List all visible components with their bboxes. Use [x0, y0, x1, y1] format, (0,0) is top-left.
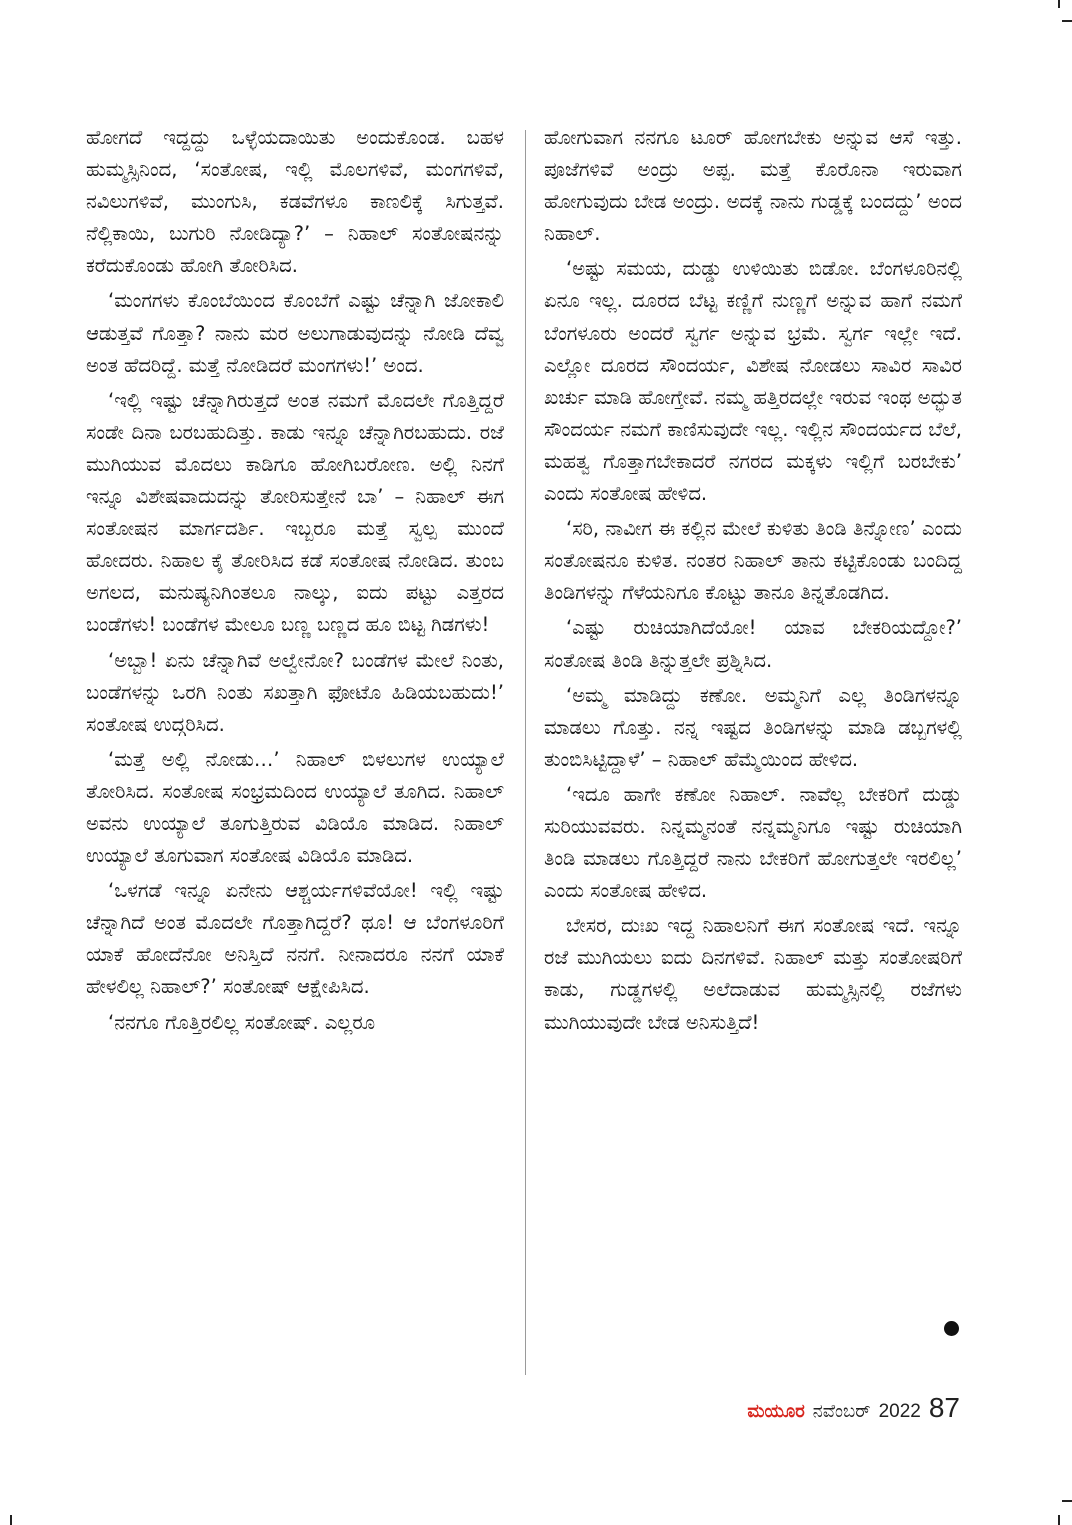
paragraph: ‘ಇಲ್ಲಿ ಇಷ್ಟು ಚೆನ್ನಾಗಿರುತ್ತದೆ ಅಂತ ನಮಗೆ ಮೊದಲೇ ಗೊತ್ತಿದ್ದರೆ ಸಂಡೇ ದಿನಾ ಬರಬಹುದಿತ್ತು. ಕಾಡು ಇನ್ನೂ ಚೆನ್ನಾಗಿರಬಹುದು. ರಜೆ ಮುಗಿಯುವ ಮೊದಲು ಕಾಡಿಗೂ ಹೋಗಿಬರೋಣ. ಅಲ್ಲಿ ನಿನಗೆ ಇನ್ನೂ ವಿಶೇಷವಾದುದನ್ನು ತೋರಿಸುತ್ತೇನೆ ಬಾ’ – ನಿಹಾಲ್ ಈಗ ಸಂತೋಷನ ಮಾರ್ಗದರ್ಶಿ. ಇಬ್ಬರೂ ಮತ್ತೆ ಸ್ವಲ್ಪ ಮುಂದೆ ಹೋದರು. ನಿಹಾಲ ಕೈ ತೋರಿಸಿದ ಕಡೆ ಸಂತೋಷ ನೋಡಿದ. ತುಂಬ ಅಗಲದ, ಮನುಷ್ಯನಿಗಿಂತಲೂ ನಾಲ್ಕು, ಐದು ಪಟ್ಟು ಎತ್ತರದ ಬಂಡೆಗಳು! ಬಂಡೆಗಳ ಮೇಲೂ ಬಣ್ಣ ಬಣ್ಣದ ಹೂ ಬಿಟ್ಟ ಗಿಡಗಳು! — [86, 388, 504, 637]
page-number: 87 — [928, 1392, 960, 1423]
paragraph: ‘ನನಗೂ ಗೊತ್ತಿರಲಿಲ್ಲ ಸಂತೋಷ್. ಎಲ್ಲರೂ — [108, 1010, 376, 1034]
paragraph: ‘ಮಂಗಗಳು ಕೊಂಬೆಯಿಂದ ಕೊಂಬೆಗೆ ಎಷ್ಟು ಚೆನ್ನಾಗಿ ಜೋಕಾಲಿ ಆಡುತ್ತವೆ ಗೊತ್ತಾ? ನಾನು ಮರ ಅಲುಗಾಡುವುದನ್ನು ನೋಡಿ ದೆವ್ವ ಅಂತ ಹೆದರಿದ್ದೆ. ಮತ್ತೆ ನೋಡಿದರೆ ಮಂಗಗಳು!’ ಅಂದ. — [86, 289, 504, 377]
paragraph: ‘ಒಳಗಡೆ ಇನ್ನೂ ಏನೇನು ಆಶ್ಚರ್ಯಗಳಿವೆಯೋ! ಇಲ್ಲಿ ಇಷ್ಟು ಚೆನ್ನಾಗಿದೆ ಅಂತ ಮೊದಲೇ ಗೊತ್ತಾಗಿದ್ದರೆ? ಥೂ! ಆ ಬೆಂಗಳೂರಿಗೆ ಯಾಕೆ ಹೋದೆನೋ ಅನಿಸ್ತಿದೆ ನನಗೆ. ನೀನಾದರೂ ನನಗೆ ಯಾಕೆ ಹೇಳಲಿಲ್ಲ ನಿಹಾಲ್?’ ಸಂತೋಷ್ ಆಕ್ಷೇಪಿಸಿದ. — [86, 879, 504, 999]
paragraph: ‘ಇದೂ ಹಾಗೇ ಕಣೋ ನಿಹಾಲ್. ನಾವೆಲ್ಲ ಬೇಕರಿಗೆ ದುಡ್ಡು ಸುರಿಯುವವರು. ನಿನ್ನಮ್ಮನಂತೆ ನನ್ನಮ್ಮನಿಗೂ ಇಷ್ಟು ರುಚಿಯಾಗಿ ತಿಂಡಿ ಮಾಡಲು ಗೊತ್ತಿದ್ದರೆ ನಾನು ಬೇಕರಿಗೆ ಹೋಗುತ್ತಲೇ ಇರಲಿಲ್ಲ’ ಎಂದು ಸಂತೋಷ ಹೇಳಿದ. — [544, 782, 962, 903]
crop-mark — [1062, 1500, 1072, 1502]
column-divider — [525, 130, 526, 1375]
paragraph: ‘ಅಷ್ಟು ಸಮಯ, ದುಡ್ಡು ಉಳಿಯಿತು ಬಿಡೋ. ಬೆಂಗಳೂರಿನಲ್ಲಿ ಏನೂ ಇಲ್ಲ. ದೂರದ ಬೆಟ್ಟ ಕಣ್ಣಿಗೆ ನುಣ್ಣಗೆ ಅನ್ನುವ ಹಾಗೆ ನಮಗೆ ಬೆಂಗಳೂರು ಅಂದರೆ ಸ್ವರ್ಗ ಅನ್ನುವ ಭ್ರಮೆ. ಸ್ವರ್ಗ ಇಲ್ಲೇ ಇದೆ. ಎಲ್ಲೋ ದೂರದ ಸೌಂದರ್ಯ, ವಿಶೇಷ ನೋಡಲು ಸಾವಿರ ಸಾವಿರ ಖರ್ಚು ಮಾಡಿ ಹೋಗ್ತೇವೆ. ನಮ್ಮ ಹತ್ತಿರದಲ್ಲೇ ಇರುವ ಇಂಥ ಅದ್ಭುತ ಸೌಂದರ್ಯ ನಮಗೆ ಕಾಣಿಸುವುದೇ ಇಲ್ಲ. ಇಲ್ಲಿನ ಸೌಂದರ್ಯದ ಬೆಲೆ, ಮಹತ್ವ ಗೊತ್ತಾಗಬೇಕಾದರೆ ನಗರದ ಮಕ್ಕಳು ಇಲ್ಲಿಗೆ ಬರಬೇಕು’ ಎಂದು ಸಂತೋಷ ಹೇಳಿದ. — [544, 257, 962, 506]
crop-mark — [1058, 1515, 1060, 1525]
paragraph: ‘ಅಮ್ಮ ಮಾಡಿದ್ದು ಕಣೋ. ಅಮ್ಮನಿಗೆ ಎಲ್ಲ ತಿಂಡಿಗಳನ್ನೂ ಮಾಡಲು ಗೊತ್ತು. ನನ್ನ ಇಷ್ಟದ ತಿಂಡಿಗಳನ್ನು ಮಾಡಿ ಡಬ್ಬಗಳಲ್ಲಿ ತುಂಬಿಸಿಟ್ಟಿದ್ದಾಳೆ’ – ನಿಹಾಲ್ ಹೆಮ್ಮೆಯಿಂದ ಹೇಳಿದ. — [544, 683, 962, 771]
magazine-name: ಮಯೂರ — [747, 1401, 805, 1422]
issue-year: 2022 — [878, 1401, 921, 1422]
paragraph: ‘ಸರಿ, ನಾವೀಗ ಈ ಕಲ್ಲಿನ ಮೇಲೆ ಕುಳಿತು ತಿಂಡಿ ತಿನ್ನೋಣ’ ಎಂದು ಸಂತೋಷನೂ ಕುಳಿತ. ನಂತರ ನಿಹಾಲ್ ತಾನು ಕಟ್ಟಿಕೊಂಡು ಬಂದಿದ್ದ ತಿಂಡಿಗಳನ್ನು ಗೆಳೆಯನಿಗೂ ಕೊಟ್ಟು ತಾನೂ ತಿನ್ನತೊಡಗಿದ. — [544, 517, 962, 605]
left-text-column — [86, 122, 504, 1039]
crop-mark — [10, 1515, 12, 1525]
end-of-story-bullet-icon — [944, 1321, 959, 1336]
right-text-column — [544, 122, 962, 1039]
paragraph: ‘ಅಬ್ಬಾ! ಏನು ಚೆನ್ನಾಗಿವೆ ಅಲ್ವೇನೋ? ಬಂಡೆಗಳ ಮೇಲೆ ನಿಂತು, ಬಂಡೆಗಳನ್ನು ಒರಗಿ ನಿಂತು ಸಖತ್ತಾಗಿ ಫೋಟೊ ಹಿಡಿಯಬಹುದು!’ ಸಂತೋಷ ಉದ್ಗರಿಸಿದ. — [86, 648, 504, 736]
paragraph: ‘ಎಷ್ಟು ರುಚಿಯಾಗಿದೆಯೋ! ಯಾವ ಬೇಕರಿಯದ್ದೋ?’ ಸಂತೋಷ ತಿಂಡಿ ತಿನ್ನುತ್ತಲೇ ಪ್ರಶ್ನಿಸಿದ. — [544, 616, 962, 672]
crop-mark — [1058, 0, 1060, 8]
paragraph: ಹೋಗದೆ ಇದ್ದದ್ದು ಒಳ್ಳೆಯದಾಯಿತು ಅಂದುಕೊಂಡ. ಬಹಳ ಹುಮ್ಮಸ್ಸಿನಿಂದ, ‘ಸಂತೋಷ, ಇಲ್ಲಿ ಮೊಲಗಳಿವೆ, ಮಂಗಗಳಿವೆ, ನವಿಲುಗಳಿವೆ, ಮುಂಗುಸಿ, ಕಡವೆಗಳೂ ಕಾಣಲಿಕ್ಕೆ ಸಿಗುತ್ತವೆ. ನೆಲ್ಲಿಕಾಯಿ, ಬುಗುರಿ ನೋಡಿದ್ಯಾ?’ – ನಿಹಾಲ್ ಸಂತೋಷನನ್ನು ಕರೆದುಕೊಂಡು ಹೋಗಿ ತೋರಿಸಿದ. — [86, 126, 504, 278]
crop-mark — [1062, 20, 1072, 22]
issue-month: ನವೆಂಬರ್ — [812, 1401, 871, 1422]
page-footer — [747, 1392, 960, 1424]
paragraph: ಹೋಗುವಾಗ ನನಗೂ ಟೂರ್ ಹೋಗಬೇಕು ಅನ್ನುವ ಆಸೆ ಇತ್ತು. ಪೂಜೆಗಳಿವೆ ಅಂದ್ರು ಅಪ್ಪ. ಮತ್ತೆ ಕೊರೊನಾ ಇರುವಾಗ ಹೋಗುವುದು ಬೇಡ ಅಂದ್ರು. ಅದಕ್ಕೆ ನಾನು ಗುಡ್ಡಕ್ಕೆ ಬಂದದ್ದು’ ಅಂದ ನಿಹಾಲ್. — [544, 126, 962, 246]
paragraph: ಬೇಸರ, ದುಃಖ ಇದ್ದ ನಿಹಾಲನಿಗೆ ಈಗ ಸಂತೋಷ ಇದೆ. ಇನ್ನೂ ರಜೆ ಮುಗಿಯಲು ಐದು ದಿನಗಳಿವೆ. ನಿಹಾಲ್ ಮತ್ತು ಸಂತೋಷರಿಗೆ ಕಾಡು, ಗುಡ್ಡಗಳಲ್ಲಿ ಅಲೆದಾಡುವ ಹುಮ್ಮಸ್ಸಿನಲ್ಲಿ ರಜೆಗಳು ಮುಗಿಯುವುದೇ ಬೇಡ ಅನಿಸುತ್ತಿದೆ! — [544, 914, 962, 1034]
paragraph: ‘ಮತ್ತೆ ಅಲ್ಲಿ ನೋಡು…’ ನಿಹಾಲ್ ಬಿಳಲುಗಳ ಉಯ್ಯಾಲೆ ತೋರಿಸಿದ. ಸಂತೋಷ ಸಂಭ್ರಮದಿಂದ ಉಯ್ಯಾಲೆ ತೂಗಿದ. ನಿಹಾಲ್ ಅವನು ಉಯ್ಯಾಲೆ ತೂಗುತ್ತಿರುವ ವಿಡಿಯೊ ಮಾಡಿದ. ನಿಹಾಲ್ ಉಯ್ಯಾಲೆ ತೂಗುವಾಗ ಸಂತೋಷ ವಿಡಿಯೊ ಮಾಡಿದ. — [86, 747, 504, 868]
